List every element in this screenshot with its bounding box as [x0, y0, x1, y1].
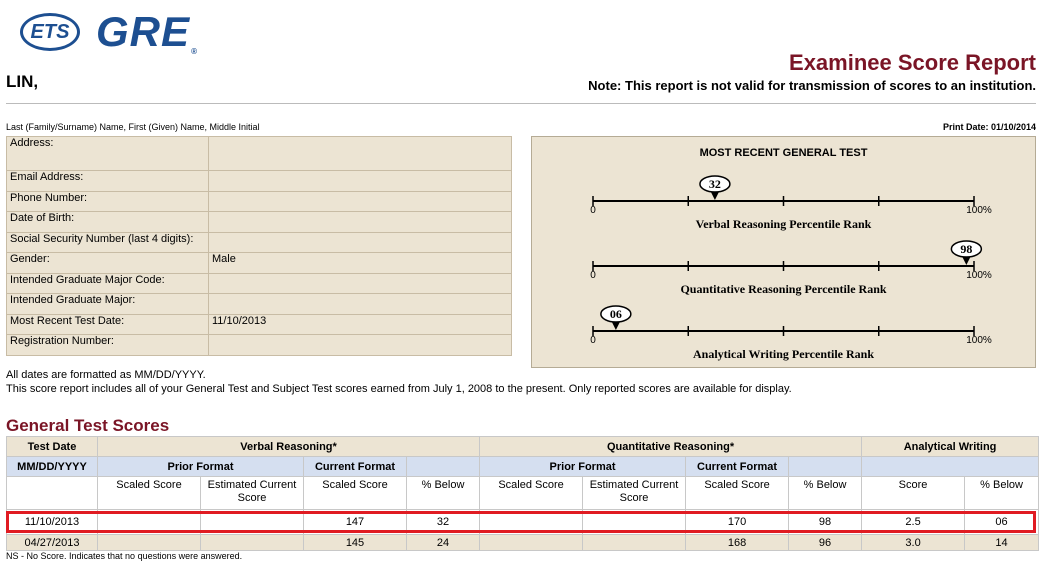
row-cell: 11/10/2013 [7, 510, 98, 535]
verbal-current-format: Current Format [304, 457, 407, 477]
percentile-rank-charts [531, 136, 1036, 368]
row-cell: 145 [304, 535, 407, 551]
aw-score-header: Score [862, 477, 965, 510]
examinee-name: LIN, [6, 72, 39, 91]
gre-logo: GRE® [96, 8, 198, 56]
header-row-3 [7, 477, 1039, 510]
general-test-scores-heading: General Test Scores [6, 416, 170, 435]
blank-cell [407, 457, 480, 477]
percentile-value: 06 [609, 307, 622, 321]
info-row [7, 233, 512, 253]
quant-prior-scaled-header: Scaled Score [480, 477, 583, 510]
info-value [209, 294, 512, 315]
examinee-info-table [6, 136, 512, 356]
row-cell [480, 535, 583, 551]
row-cell: 170 [686, 510, 789, 535]
info-row [7, 294, 512, 315]
verbal-estimated-header: Estimated Current Score [201, 477, 304, 510]
scale-max-label: 100% [966, 335, 992, 346]
print-date: Print Date: 01/10/2014 [942, 122, 1036, 132]
quant-current-format: Current Format [686, 457, 789, 477]
header-row-2 [7, 457, 1039, 477]
scale-min-label: 0 [590, 335, 596, 346]
info-label: Address: [7, 137, 209, 171]
scale-max-label: 100% [966, 270, 992, 281]
writing-percentile-scale [590, 306, 992, 361]
info-row [7, 253, 512, 274]
scale-min-label: 0 [590, 270, 596, 281]
info-row [7, 171, 512, 192]
general-test-scores-table [6, 436, 1039, 551]
info-row [7, 137, 512, 171]
info-value [209, 233, 512, 253]
validity-note: Note: This report is not valid for transmission of scores to an institution. [588, 78, 1036, 93]
aw-header: Analytical Writing [862, 437, 1039, 457]
verbal-current-scaled-header: Scaled Score [304, 477, 407, 510]
percentile-marker-pointer [962, 257, 970, 265]
info-row [7, 212, 512, 233]
info-value [209, 274, 512, 294]
info-label: Email Address: [7, 171, 209, 192]
info-row [7, 274, 512, 294]
quant-estimated-header: Estimated Current Score [583, 477, 686, 510]
row-cell: 06 [965, 510, 1039, 535]
blank-cell [7, 477, 98, 510]
row-cell: 24 [407, 535, 480, 551]
blank-cell [862, 457, 1039, 477]
percentile-label: Verbal Reasoning Percentile Rank [695, 217, 872, 231]
verbal-header: Verbal Reasoning* [98, 437, 480, 457]
info-value [209, 171, 512, 192]
ets-logo: ETS [20, 13, 80, 51]
row-cell: 168 [686, 535, 789, 551]
row-cell [583, 535, 686, 551]
percentile-panel-title: MOST RECENT GENERAL TEST [699, 147, 868, 159]
info-label: Date of Birth: [7, 212, 209, 233]
scores-included-note: This score report includes all of your General Test and Subject Test scores earned from July 1, 2008 to the present. Only reported scores are available for display. [6, 383, 792, 395]
row-cell: 2.5 [862, 510, 965, 535]
percentile-value: 32 [708, 177, 721, 191]
row-cell [98, 535, 201, 551]
aw-pct-below-header: % Below [965, 477, 1039, 510]
verbal-prior-scaled-header: Scaled Score [98, 477, 201, 510]
quant-header: Quantitative Reasoning* [480, 437, 862, 457]
info-value: 11/10/2013 [209, 315, 512, 335]
no-score-footnote: NS - No Score. Indicates that no questions were answered. [6, 551, 243, 561]
info-row [7, 192, 512, 212]
info-value [209, 192, 512, 212]
info-value [209, 335, 512, 356]
info-value [209, 212, 512, 233]
date-format-header: MM/DD/YYYY [7, 457, 98, 477]
report-title: Examinee Score Report [789, 50, 1036, 75]
scale-max-label: 100% [966, 205, 992, 216]
quant-prior-format: Prior Format [480, 457, 686, 477]
row-cell [201, 535, 304, 551]
table-row [7, 535, 1039, 551]
row-cell: 96 [789, 535, 862, 551]
percentile-label: Quantitative Reasoning Percentile Rank [680, 282, 887, 296]
percentile-label: Analytical Writing Percentile Rank [693, 347, 874, 361]
info-label: Intended Graduate Major: [7, 294, 209, 315]
test-date-header: Test Date [7, 437, 98, 457]
date-format-note: All dates are formatted as MM/DD/YYYY. [6, 369, 206, 381]
row-cell: 147 [304, 510, 407, 535]
info-label: Gender: [7, 253, 209, 274]
row-cell: 14 [965, 535, 1039, 551]
recent-score-highlight [6, 511, 1036, 533]
percentile-marker-pointer [612, 322, 620, 330]
quant-percentile-scale [590, 241, 992, 296]
blank-cell [789, 457, 862, 477]
info-value: Male [209, 253, 512, 274]
percentile-marker-pointer [711, 192, 719, 200]
header-row-1 [7, 437, 1039, 457]
verbal-percentile-scale [590, 176, 992, 231]
info-value [209, 137, 512, 171]
info-label: Intended Graduate Major Code: [7, 274, 209, 294]
row-cell: 32 [407, 510, 480, 535]
info-label: Most Recent Test Date: [7, 315, 209, 335]
verbal-pct-below-header: % Below [407, 477, 480, 510]
info-label: Phone Number: [7, 192, 209, 212]
name-format-label: Last (Family/Surname) Name, First (Given) Name, Middle Initial [6, 122, 260, 132]
divider [6, 103, 1036, 104]
info-row [7, 335, 512, 356]
scale-min-label: 0 [590, 205, 596, 216]
info-label: Registration Number: [7, 335, 209, 356]
quant-pct-below-header: % Below [789, 477, 862, 510]
percentile-value: 98 [960, 242, 973, 256]
info-label: Social Security Number (last 4 digits): [7, 233, 209, 253]
row-cell: 98 [789, 510, 862, 535]
quant-current-scaled-header: Scaled Score [686, 477, 789, 510]
row-cell: 3.0 [862, 535, 965, 551]
row-cell: 04/27/2013 [7, 535, 98, 551]
ets-gre-logo [20, 8, 198, 56]
info-row [7, 315, 512, 335]
verbal-prior-format: Prior Format [98, 457, 304, 477]
